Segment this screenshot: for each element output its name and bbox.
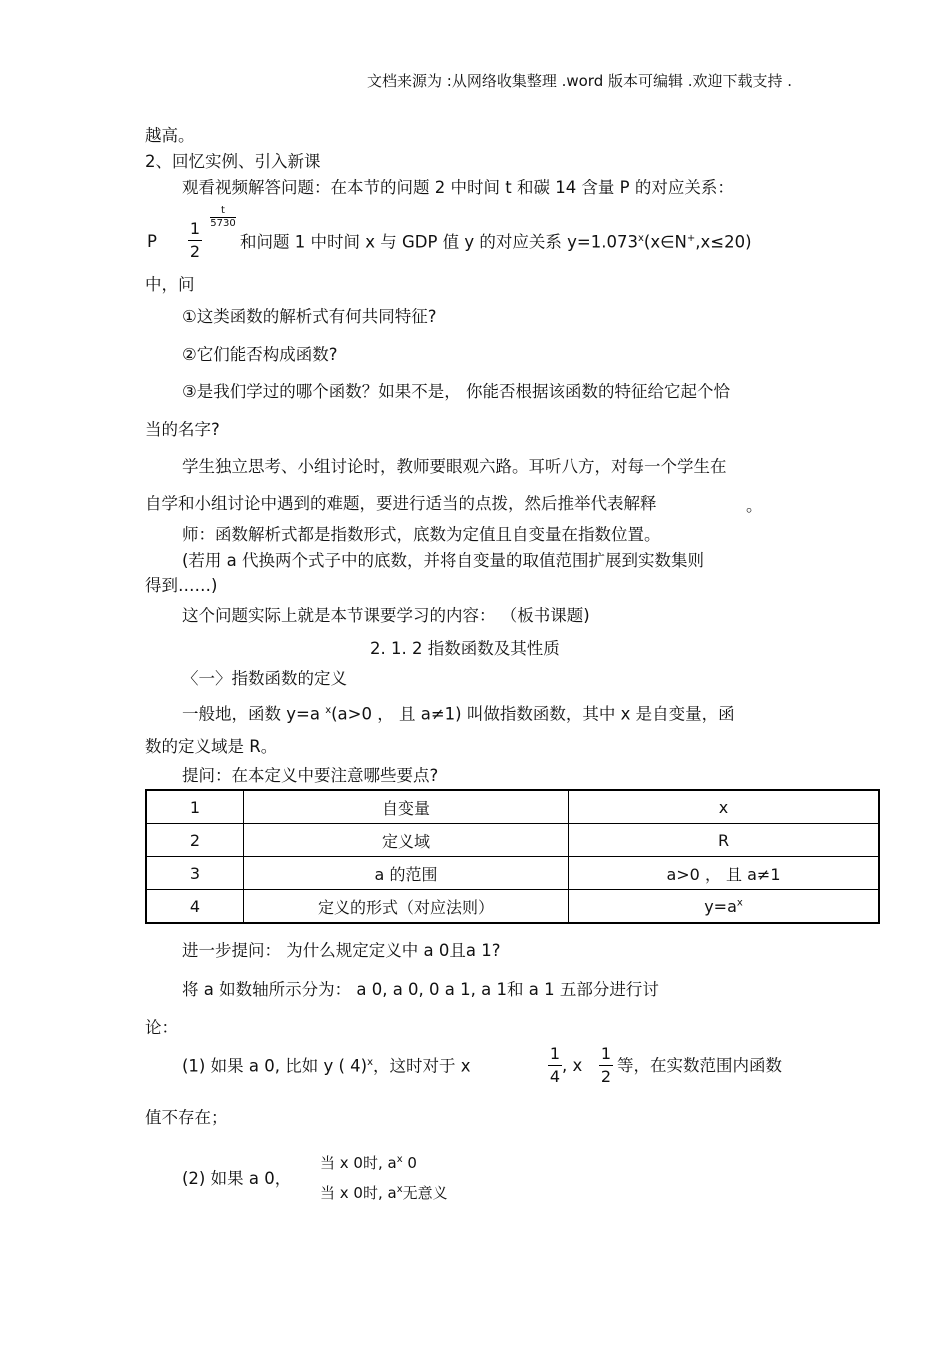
formula-text bbox=[240, 234, 752, 251]
paragraph-dot: 。 bbox=[746, 496, 763, 515]
definition-sup: x bbox=[325, 705, 332, 716]
branch-main: 当 x 0时, a bbox=[320, 1184, 397, 1202]
table-row bbox=[146, 824, 879, 857]
branch-sup: x bbox=[396, 1184, 403, 1195]
case-1-line bbox=[182, 1058, 471, 1075]
branch-sup: x bbox=[396, 1154, 403, 1165]
formula-sup: x bbox=[638, 233, 644, 244]
formula-end: ,x≤20) bbox=[695, 232, 752, 252]
fraction-denominator: 2 bbox=[600, 1067, 612, 1086]
table-cell: R bbox=[569, 824, 880, 857]
table-cell: x bbox=[569, 790, 880, 824]
table-row bbox=[146, 790, 879, 824]
formula-p: P bbox=[147, 232, 157, 251]
text-line: 中，问 bbox=[145, 275, 195, 294]
case-1-e: 值不存在； bbox=[145, 1108, 228, 1127]
branch-end: 0 bbox=[402, 1154, 417, 1172]
fraction-denominator: 4 bbox=[549, 1067, 561, 1086]
case-1-c: , x bbox=[562, 1056, 583, 1075]
table-cell: a 的范围 bbox=[244, 857, 569, 890]
formula-main: 和问题 1 中时间 x 与 GDP 值 y 的对应关系 y=1.073 bbox=[240, 232, 638, 252]
branch-end: 无意义 bbox=[402, 1184, 448, 1202]
paragraph-line: 得到……) bbox=[145, 576, 218, 595]
case-1-sup: x bbox=[367, 1057, 373, 1068]
fraction-exponent bbox=[210, 206, 236, 229]
case-2-branch-2 bbox=[320, 1185, 448, 1201]
section-heading: 〈一〉指数函数的定义 bbox=[182, 669, 347, 688]
question-1: ①这类函数的解析式有何共同特征? bbox=[182, 307, 437, 326]
definition-line bbox=[182, 706, 735, 723]
fraction-numerator: 1 bbox=[189, 219, 201, 238]
question-line: 提问：在本定义中要注意哪些要点? bbox=[182, 766, 439, 785]
table-cell-sup: x bbox=[736, 897, 743, 909]
table-cell bbox=[569, 890, 880, 924]
definition-line: 数的定义域是 R。 bbox=[145, 737, 278, 756]
paragraph-line: 自学和小组讨论中遇到的难题，要进行适当的点拨，然后推举代表解释 bbox=[145, 494, 657, 513]
table-cell-main: y=a bbox=[704, 896, 737, 916]
case-2-line: (2) 如果 a 0， bbox=[182, 1169, 292, 1188]
fraction-quarter bbox=[548, 1046, 562, 1085]
formula-tail: (x∈N bbox=[643, 232, 687, 252]
section-title: 2. 1. 2 指数函数及其性质 bbox=[370, 639, 560, 658]
paragraph-line: 师：函数解析式都是指数形式，底数为定值且自变量在指数位置。 bbox=[182, 525, 661, 544]
question-3: ③是我们学过的哪个函数？如果不是， 你能否根据该函数的特征给它起个恰 bbox=[182, 382, 731, 401]
branch-main: 当 x 0时, a bbox=[320, 1154, 397, 1172]
exponent-numerator: t bbox=[221, 205, 225, 216]
case-1-main: (1) 如果 a 0, 比如 y ( 4) bbox=[182, 1056, 368, 1076]
table-cell: 定义域 bbox=[244, 824, 569, 857]
table-cell: 2 bbox=[146, 824, 244, 857]
fraction-numerator: 1 bbox=[549, 1044, 561, 1063]
table-cell: 自变量 bbox=[244, 790, 569, 824]
case-1-d: 等，在实数范围内函数 bbox=[617, 1056, 782, 1075]
paragraph-line: (若用 a 代换两个式子中的底数，并将自变量的取值范围扩展到实数集则 bbox=[182, 551, 705, 570]
table-cell: 定义的形式（对应法则） bbox=[244, 890, 569, 924]
text-line: 2、回忆实例、引入新课 bbox=[145, 152, 321, 171]
question-2: ②它们能否构成函数? bbox=[182, 345, 338, 364]
question-line: 进一步提问： 为什么规定定义中 a 0且a 1? bbox=[182, 941, 501, 960]
definition-rest: (a>0 ， 且 a≠1) 叫做指数函数，其中 x 是自变量，函 bbox=[331, 704, 735, 724]
table-cell: 4 bbox=[146, 890, 244, 924]
fraction-half bbox=[188, 221, 202, 260]
paragraph-line: 这个问题实际上就是本节课要学习的内容： （板书课题) bbox=[182, 606, 590, 625]
table-cell: 1 bbox=[146, 790, 244, 824]
exponent-denominator: 5730 bbox=[210, 218, 236, 229]
case-1-b: ，这时对于 x bbox=[373, 1056, 471, 1076]
fraction-denominator: 2 bbox=[189, 242, 201, 261]
table-cell: a>0 ， 且 a≠1 bbox=[569, 857, 880, 890]
fraction-numerator: 1 bbox=[600, 1044, 612, 1063]
text-line: 观看视频解答问题：在本节的问题 2 中时间 t 和碳 14 含量 P 的对应关系： bbox=[182, 178, 734, 197]
table-row bbox=[146, 890, 879, 924]
table-cell: 3 bbox=[146, 857, 244, 890]
definition-main: 一般地，函数 y=a bbox=[182, 704, 326, 724]
question-3-cont: 当的名字? bbox=[145, 420, 220, 439]
division-line: 将 a 如数轴所示分为： a 0, a 0, 0 a 1, a 1和 a 1 五部分进行讨 bbox=[182, 980, 659, 999]
table-row bbox=[146, 857, 879, 890]
formula-plus: + bbox=[686, 233, 696, 244]
text-line: 越高。 bbox=[145, 126, 195, 145]
definition-table bbox=[145, 789, 880, 924]
division-line: 论： bbox=[145, 1018, 178, 1037]
case-2-branch-1 bbox=[320, 1155, 417, 1171]
paragraph-line: 学生独立思考、小组讨论时，教师要眼观六路。耳听八方，对每一个学生在 bbox=[182, 457, 727, 476]
fraction-half-2 bbox=[599, 1046, 613, 1085]
page-header: 文档来源为 :从网络收集整理 .word 版本可编辑 .欢迎下载支持 . bbox=[367, 72, 793, 90]
